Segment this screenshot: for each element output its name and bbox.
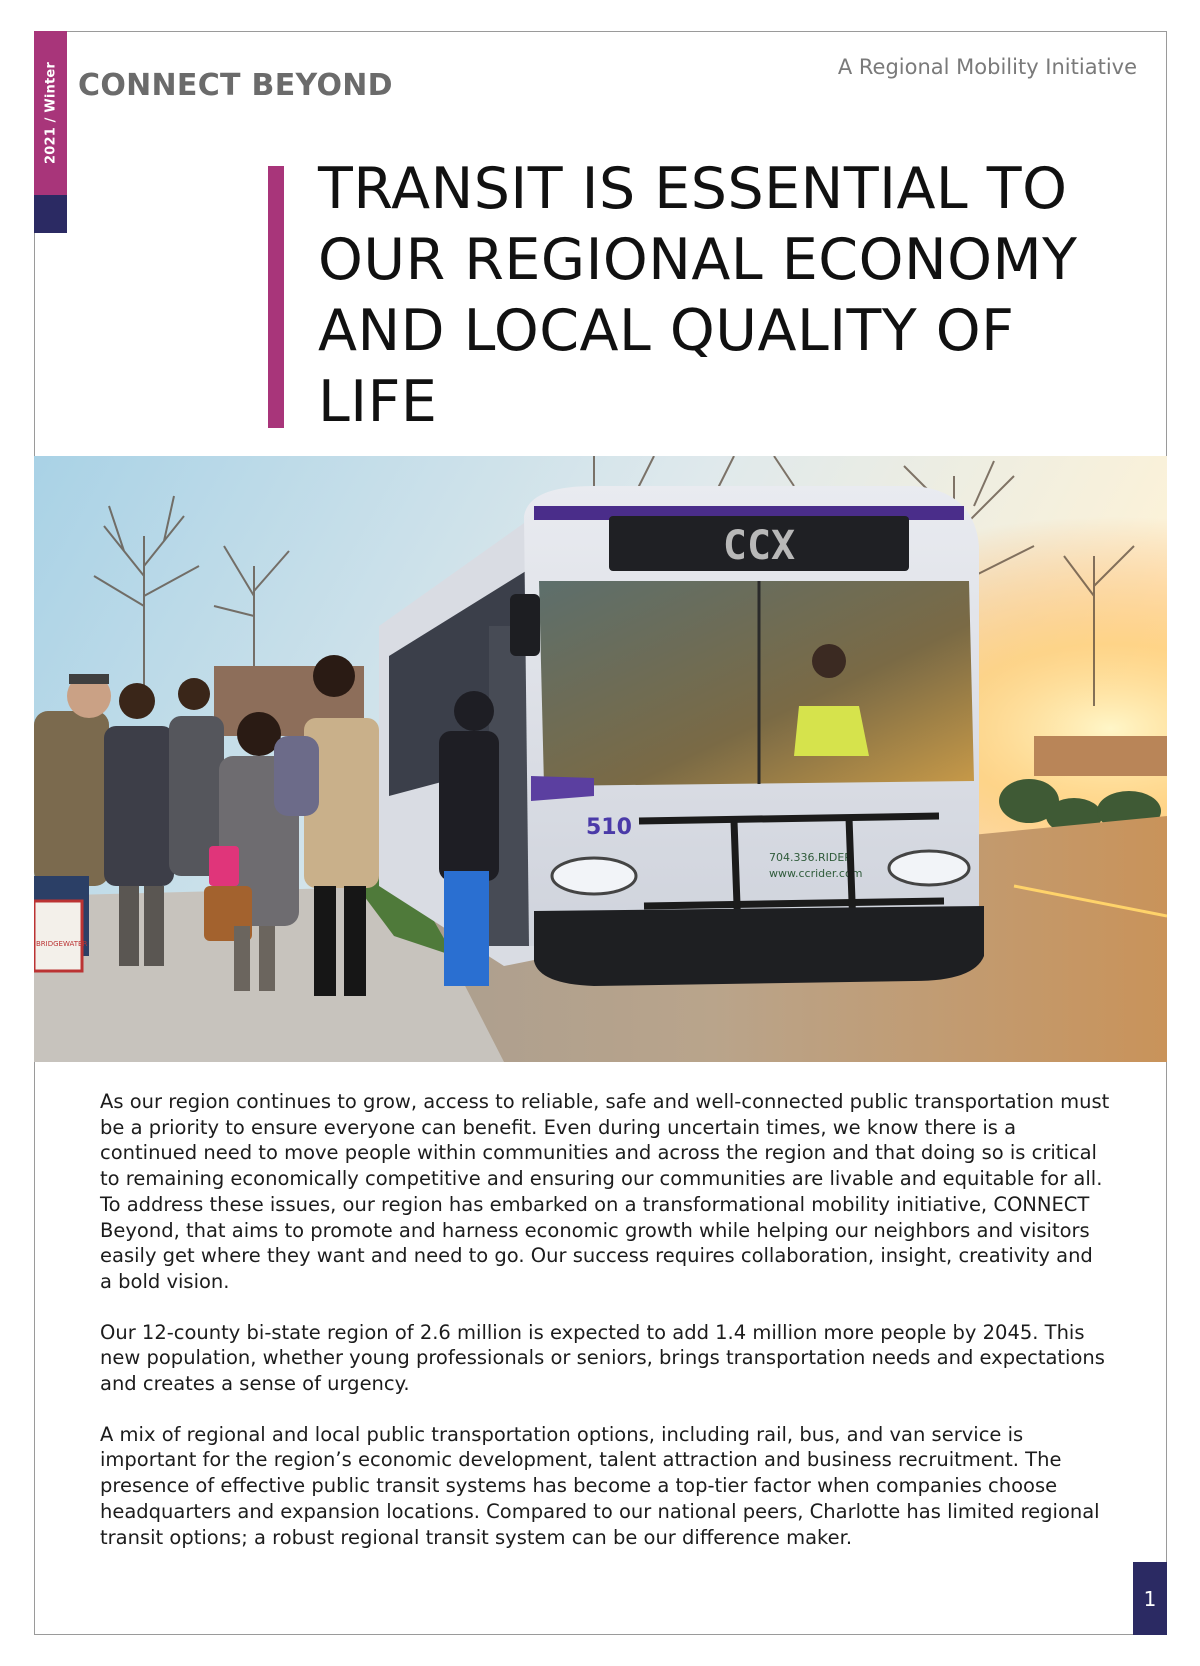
edition-tab-magenta-block xyxy=(34,31,67,195)
bus-number: 510 xyxy=(586,815,632,840)
headline-accent-bar xyxy=(268,166,284,428)
edition-tab xyxy=(34,31,67,233)
tote-bag-text: BRIDGEWATER xyxy=(36,940,88,948)
left-headlight xyxy=(552,858,636,894)
tagline: A Regional Mobility Initiative xyxy=(837,55,1137,79)
article-paragraph: As our region continues to grow, access to reliable, safe and well-connected public transportation must be a priority to ensure everyone can benefit. Even during uncertain times, we know there is a continued need to move people within communities and across the region and that doing so is critical to remaining economically competitive and ensuring our communities are livable and equitable for all. To address these issues, our region has embarked on a transformational mobility initiative, CONNECT Beyond, that aims to promote and harness economic growth while helping our neighbors and visitors easily get where they want and need to go. Our success requires collaboration, insight, creativity and a bold vision. xyxy=(100,1090,1110,1293)
bus-phone: 704.336.RIDER xyxy=(769,851,852,864)
edition-label: 2021 / Winter xyxy=(43,61,58,165)
bus-website: www.ccrider.com xyxy=(769,867,863,880)
page-number: 1 xyxy=(1133,1562,1167,1635)
hero-photo xyxy=(34,456,1167,1062)
destination-sign-text: CCX xyxy=(722,523,796,569)
bus-bumper xyxy=(534,906,984,986)
driver-safety-vest xyxy=(794,706,869,756)
driver-head xyxy=(812,644,846,678)
brand-title: CONNECT BEYOND xyxy=(78,68,393,103)
side-mirror xyxy=(510,594,540,656)
right-headlight xyxy=(889,851,969,885)
article-paragraph: A mix of regional and local public transportation options, including rail, bus, and van service is important for the region’s economic development, talent attraction and business recruitment. The presence of effective public transit systems has become a top-tier factor when companies choose headquarters and expansion locations. Compared to our national peers, Charlotte has limited regional transit options; a robust regional transit system can be our difference maker. xyxy=(100,1422,1100,1549)
windshield xyxy=(539,581,974,786)
article-paragraph: Our 12-county bi-state region of 2.6 million is expected to add 1.4 million more people by 2045. This new population, whether young professionals or seniors, brings transportation needs and expectations and creates a sense of urgency. xyxy=(100,1320,1105,1396)
bus-boarding-illustration xyxy=(34,456,1167,1062)
article-body xyxy=(100,1089,1110,1575)
edition-tab-navy-block xyxy=(34,195,67,233)
page-headline: TRANSIT IS ESSENTIAL TO OUR REGIONAL ECONOMY AND LOCAL QUALITY OF LIFE xyxy=(318,156,1078,435)
background-building xyxy=(1034,736,1167,776)
